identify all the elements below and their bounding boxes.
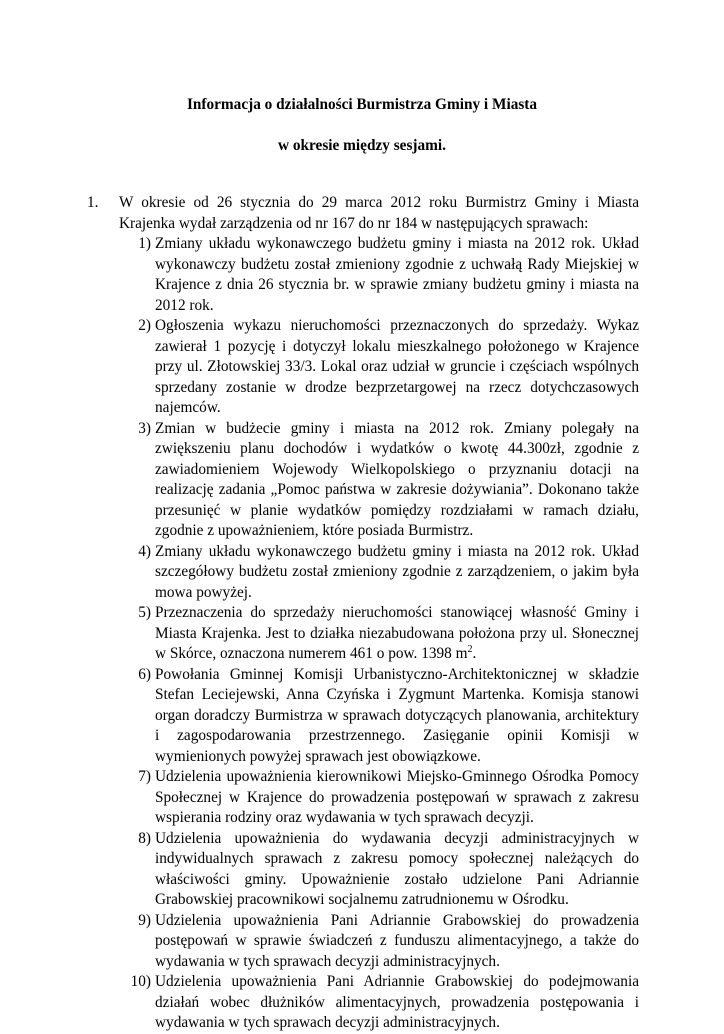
list-item-number: 2)	[138, 317, 151, 334]
list-item-text: Zmiany układu wykonawczego budżetu gminy i miasta na 2012 rok. Układ wykonawczy budżetu został zmieniony zgodnie z uchwałą Rady Miejskiej w Krajence z dnia 26 stycznia br. w sprawie zmiany budżetu gminy i miasta na 2012 rok.	[155, 235, 639, 314]
list-item-text-end: .	[472, 645, 477, 662]
list-item	[119, 603, 639, 665]
document-subtitle: w okresie między sesjami.	[278, 137, 446, 154]
document-title: Informacja o działalności Burmistrza Gminy i Miasta	[186, 96, 538, 113]
list-item-number: 1)	[138, 235, 151, 252]
list-item	[119, 665, 639, 768]
list-item	[119, 419, 639, 542]
decree-list	[119, 234, 639, 1034]
list-item-text: Powołania Gminnej Komisji Urbanistyczno-Architektonicznej w składzie Stefan Leciejewski, Anna Czyńska i Zygmunt Martenka. Komisja stanowi organ doradczy Burmistrza w sprawach dotyczących planowania, architektury i zagospodarowania przestrzennego. Zasięganie opinii Komisji w wymienionych powyżej sprawach jest obowiązkowe.	[155, 665, 639, 765]
list-item-number: 6)	[138, 665, 151, 683]
list-item-number: 7)	[138, 768, 151, 785]
list-item-number: 10)	[130, 973, 151, 990]
list-item	[119, 234, 639, 316]
list-item-number: 8)	[138, 829, 151, 847]
section-intro: W okresie od 26 stycznia do 29 marca 2012 roku Burmistrz Gminy i Miasta Krajenka wydał zarządzenia od nr 167 do nr 184 w następujących sprawach:	[119, 194, 639, 232]
section-1	[87, 193, 639, 1034]
list-item-text: Udzielenia upoważnienia kierownikowi Miejsko-Gminnego Ośrodka Pomocy Społecznej w Krajence do prowadzenia postępowań w sprawach z zakresu wspierania rodziny oraz wydawania w tych sprawach decyzji.	[155, 768, 639, 826]
list-item	[119, 542, 639, 604]
list-item-number: 3)	[138, 419, 151, 437]
list-item	[119, 972, 639, 1034]
list-item-number: 5)	[138, 604, 151, 621]
list-item-text: Udzielenia upoważnienia do wydawania decyzji administracyjnych w indywidualnych sprawach z zakresu pomocy społecznej należących do właściwości gminy. Upoważnienie zostało udzielone Pani Adriannie Grabowskiej pracownikowi socjalnemu zatrudnionemu w Ośrodku.	[155, 829, 639, 908]
list-item-number: 9)	[138, 911, 151, 929]
list-item	[119, 316, 639, 419]
list-item	[119, 911, 639, 973]
list-item-number: 4)	[138, 542, 151, 560]
list-item-text: Zmiany układu wykonawczego budżetu gminy i miasta na 2012 rok. Układ szczegółowy budżetu został zmieniony zgodnie z zarządzeniem, o jakim była mowa powyżej.	[155, 542, 639, 601]
list-item-text: Udzielenia upoważnienia Pani Adriannie Grabowskiej do prowadzenia postępowań w sprawie świadczeń z funduszu alimentacyjnego, a także do wydawania w tych sprawach decyzji administracyjnych.	[155, 911, 639, 970]
list-item-text: Zmian w budżecie gminy i miasta na 2012 rok. Zmiany polegały na zwiększeniu planu dochodów i wydatków o kwotę 44.300zł, zgodnie z zawiadomieniem Wojewody Wielkopolskiego o przyznaniu dotacji na realizację zadania „Pomoc państwa w zakresie dożywiania”. Dokonano także przesunięć w planie wydatków pomiędzy rozdziałami w ramach działu, zgodnie z upoważnieniem, które posiada Burmistrz.	[155, 419, 639, 539]
list-item	[119, 829, 639, 911]
list-item-text: Ogłoszenia wykazu nieruchomości przeznaczonych do sprzedaży. Wykaz zawierał 1 pozycję i dotyczył lokalu mieszkalnego położonego w Krajence przy ul. Złotowskiej 33/3. Lokal oraz udział w gruncie i częściach wspólnych sprzedany zostanie w drodze bezprzetargowej na rzecz dotychczasowych najemców.	[155, 317, 639, 416]
list-item	[119, 767, 639, 829]
list-item-text: Udzielenia upoważnienia Pani Adriannie Grabowskiej do podejmowania działań wobec dłużników alimentacyjnych, prowadzenia postępowania i wydawania w tych sprawach decyzji administracyjnych.	[155, 973, 639, 1031]
list-item-text: Przeznaczenia do sprzedaży nieruchomości stanowiącej własność Gminy i Miasta Krajenka. Jest to działka niezabudowana położona przy ul. Słonecznej w Skórce, oznaczona numerem 461 o pow. 1398 m	[155, 604, 639, 662]
superscript-exponent: 2	[467, 643, 473, 655]
section-number: 1.	[87, 194, 99, 211]
